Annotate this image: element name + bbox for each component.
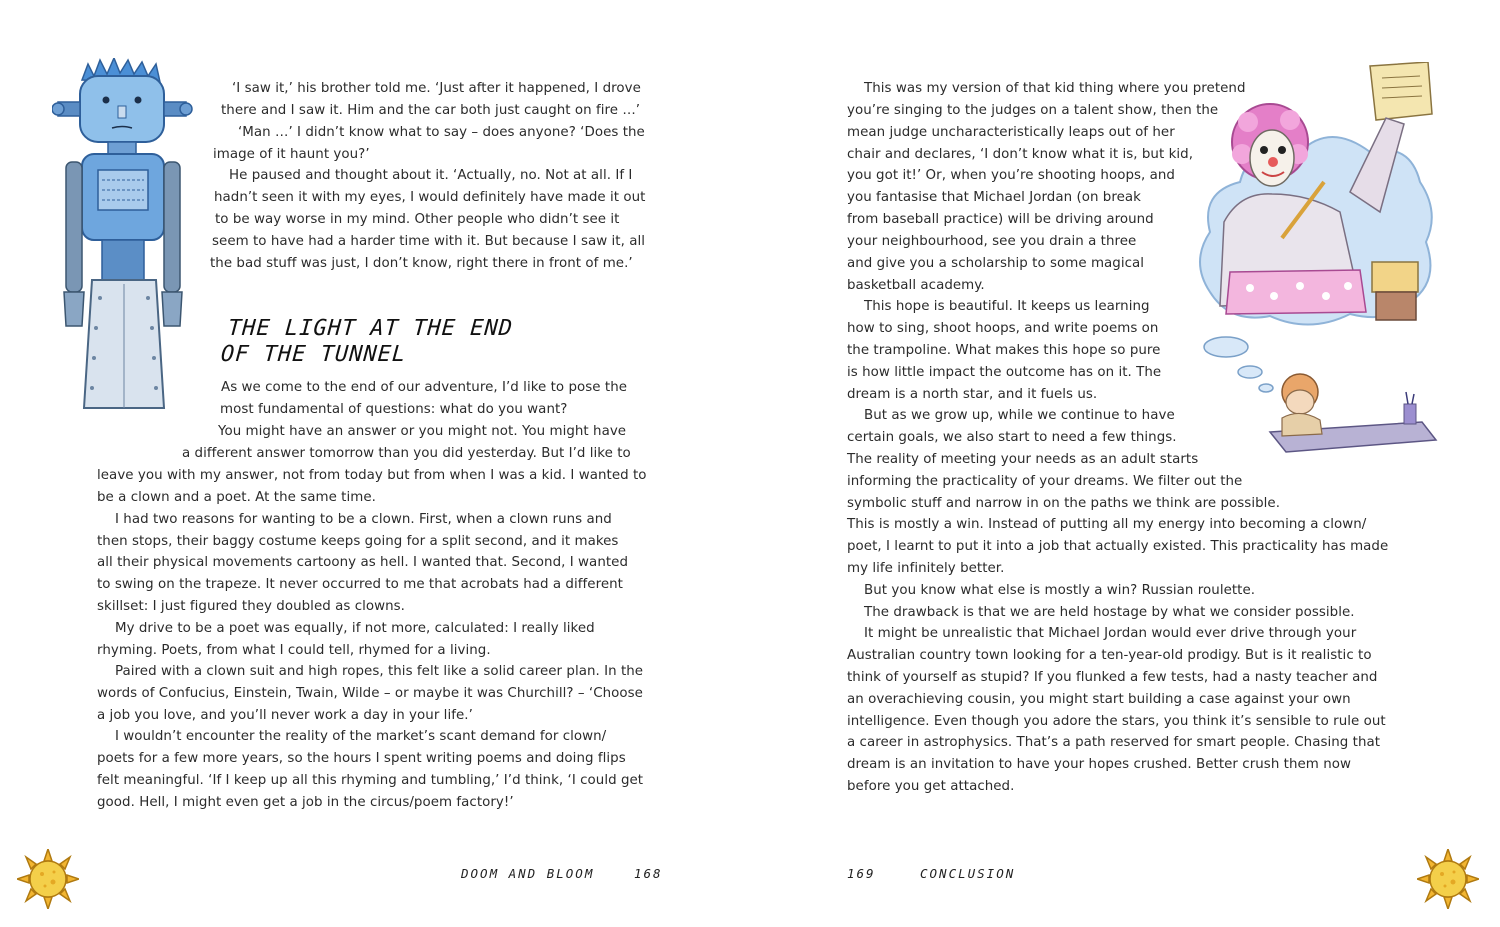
body-line: symbolic stuff and narrow in on the paths we think are possible. <box>847 496 1281 511</box>
body-line: The drawback is that we are held hostage by what we consider possible. <box>864 605 1355 620</box>
body-line: dream is a north star, and it fuels us. <box>847 387 1098 402</box>
sun-icon <box>17 849 79 909</box>
body-line: you got it!’ Or, when you’re shooting hoops, and <box>847 168 1175 183</box>
body-line: This is mostly a win. Instead of putting all my energy into becoming a clown/ <box>847 517 1367 532</box>
body-line: informing the practicality of your dreams. We filter out the <box>847 474 1243 489</box>
body-line: a career in astrophysics. That’s a path reserved for smart people. Chasing that <box>847 735 1381 750</box>
sun-icon <box>1417 849 1479 909</box>
body-line: felt meaningful. ‘If I keep up all this rhyming and tumbling,’ I’d think, ‘I could get <box>97 773 644 788</box>
body-line: certain goals, we also start to need a few things. <box>847 430 1177 445</box>
body-line: Australian country town looking for a ten-year-old prodigy. But is it realistic to <box>847 648 1372 663</box>
body-line: from baseball practice) will be driving around <box>847 212 1154 227</box>
body-line: ‘Man …’ I didn’t know what to say – does anyone? ‘Does the <box>238 125 645 140</box>
body-line: You might have an answer or you might not. You might have <box>218 424 627 439</box>
body-line: This was my version of that kid thing where you pretend <box>864 81 1246 96</box>
body-line: leave you with my answer, not from today but from when I was a kid. I wanted to <box>97 468 647 483</box>
body-line: It might be unrealistic that Michael Jordan would ever drive through your <box>864 626 1357 641</box>
body-line: poets for a few more years, so the hours I spent writing poems and doing flips <box>97 751 626 766</box>
body-line: As we come to the end of our adventure, I’d like to pose the <box>221 380 628 395</box>
page-number: 169 <box>847 866 876 881</box>
body-line: words of Confucius, Einstein, Twain, Wilde – or maybe it was Churchill? – ‘Choose <box>97 686 643 701</box>
body-line: rhyming. Poets, from what I could tell, rhymed for a living. <box>97 643 491 658</box>
body-line: He paused and thought about it. ‘Actually, no. Not at all. If I <box>229 168 633 183</box>
body-line: image of it haunt you?’ <box>213 147 370 162</box>
body-line: most fundamental of questions: what do you want? <box>220 402 568 417</box>
body-line: my life infinitely better. <box>847 561 1005 576</box>
body-line: dream is an invitation to have your hopes crushed. Better crush them now <box>847 757 1351 772</box>
body-line: mean judge uncharacteristically leaps out of her <box>847 125 1175 140</box>
body-line: all their physical movements cartoony as hell. I wanted that. Second, I wanted <box>97 555 628 570</box>
running-footer-title: DOOM AND BLOOM <box>461 866 595 881</box>
clown-dream-illustration <box>1190 62 1438 470</box>
section-heading: THE LIGHT AT THE END <box>227 316 514 341</box>
body-line: The reality of meeting your needs as an adult starts <box>847 452 1199 467</box>
body-line: to be way worse in my mind. Other people who didn’t see it <box>215 212 620 227</box>
body-line: But you know what else is mostly a win? Russian roulette. <box>864 583 1256 598</box>
body-line: I had two reasons for wanting to be a clown. First, when a clown runs and <box>115 512 612 527</box>
body-line: ‘I saw it,’ his brother told me. ‘Just after it happened, I drove <box>232 81 641 96</box>
robot-illustration <box>52 58 212 414</box>
body-line: how to sing, shoot hoops, and write poems on <box>847 321 1159 336</box>
body-line: poet, I learnt to put it into a job that actually existed. This practicality has made <box>847 539 1389 554</box>
body-line: intelligence. Even though you adore the stars, you think it’s sensible to rule out <box>847 714 1386 729</box>
body-line: My drive to be a poet was equally, if not more, calculated: I really liked <box>115 621 595 636</box>
body-line: is how little impact the outcome has on it. The <box>847 365 1162 380</box>
body-line: then stops, their baggy costume keeps going for a split second, and it makes <box>97 534 619 549</box>
body-line: be a clown and a poet. At the same time. <box>97 490 376 505</box>
body-line: hadn’t seen it with my eyes, I would definitely have made it out <box>214 190 646 205</box>
body-line: good. Hell, I might even get a job in the circus/poem factory!’ <box>97 795 514 810</box>
body-line: the trampoline. What makes this hope so pure <box>847 343 1161 358</box>
right-page <box>750 0 1500 927</box>
body-line: to swing on the trapeze. It never occurred to me that acrobats had a different <box>97 577 623 592</box>
body-line: there and I saw it. Him and the car both just caught on fire …’ <box>221 103 641 118</box>
page-number: 168 <box>634 866 663 881</box>
body-line: basketball academy. <box>847 278 985 293</box>
body-line: you’re singing to the judges on a talent show, then the <box>847 103 1219 118</box>
body-line: seem to have had a harder time with it. But because I saw it, all <box>212 234 646 249</box>
body-line: your neighbourhood, see you drain a three <box>847 234 1137 249</box>
body-line: a job you love, and you’ll never work a day in your life.’ <box>97 708 473 723</box>
body-line: Paired with a clown suit and high ropes, this felt like a solid career plan. In the <box>115 664 644 679</box>
body-line: and give you a scholarship to some magical <box>847 256 1145 271</box>
body-line: I wouldn’t encounter the reality of the market’s scant demand for clown/ <box>115 729 607 744</box>
body-line: you fantasise that Michael Jordan (on break <box>847 190 1141 205</box>
body-line: This hope is beautiful. It keeps us learning <box>864 299 1150 314</box>
section-heading: OF THE TUNNEL <box>220 342 408 367</box>
body-line: the bad stuff was just, I don’t know, right there in front of me.’ <box>210 256 633 271</box>
body-line: before you get attached. <box>847 779 1015 794</box>
body-line: think of yourself as stupid? If you flunked a few tests, had a nasty teacher and <box>847 670 1378 685</box>
body-line: skillset: I just figured they doubled as clowns. <box>97 599 405 614</box>
body-line: a different answer tomorrow than you did yesterday. But I’d like to <box>182 446 631 461</box>
body-line: chair and declares, ‘I don’t know what it is, but kid, <box>847 147 1194 162</box>
running-footer-title: CONCLUSION <box>920 866 1016 881</box>
body-line: But as we grow up, while we continue to have <box>864 408 1175 423</box>
body-line: an overachieving cousin, you might start building a case against your own <box>847 692 1351 707</box>
